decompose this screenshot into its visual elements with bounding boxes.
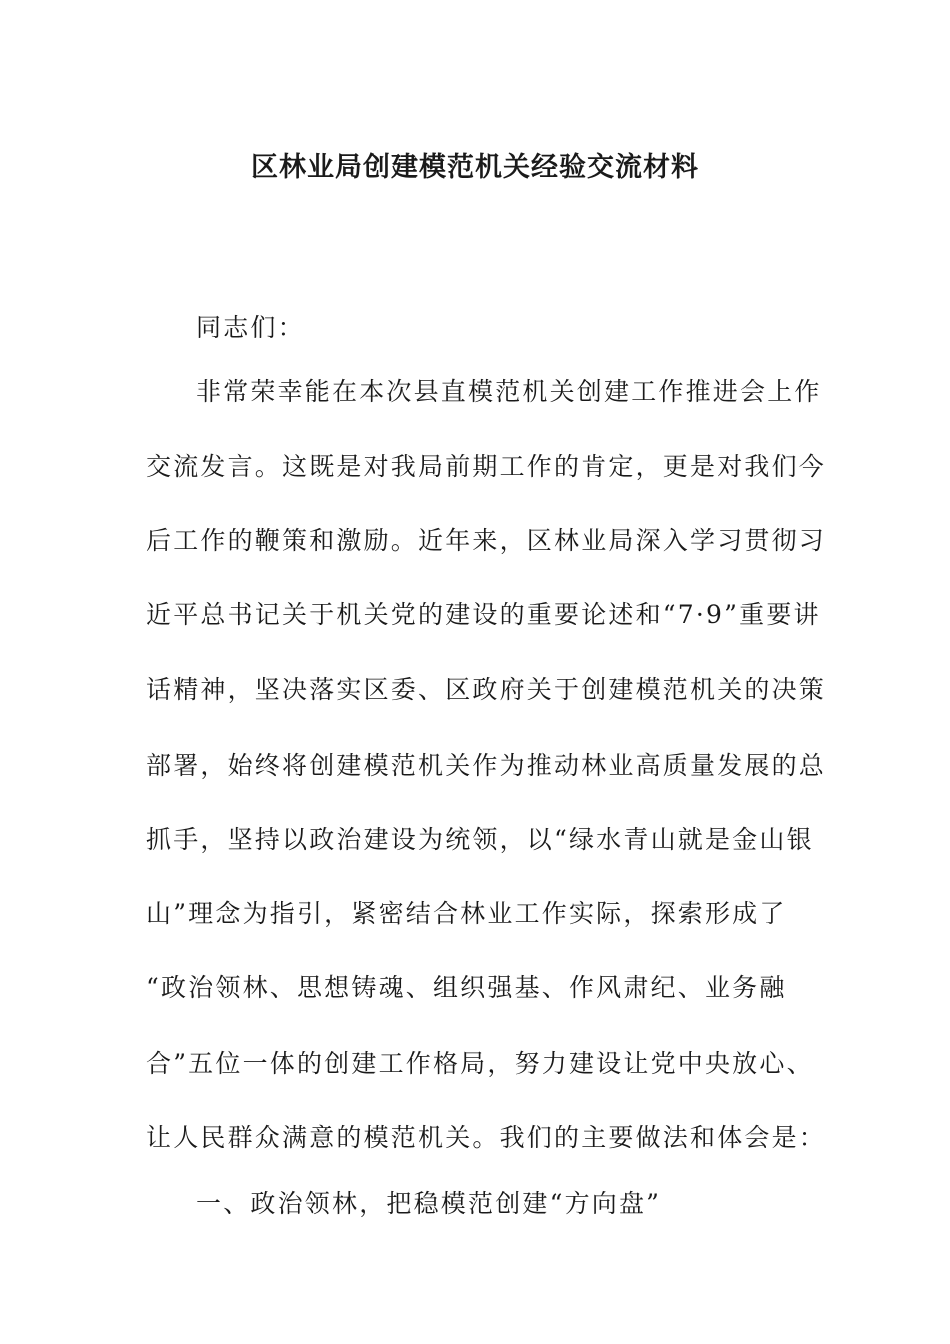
paragraph-line: “政治领林、思想铸魂、组织强基、作风肃纪、业务融: [146, 973, 787, 1002]
paragraph-line: 合”五位一体的创建工作格局，努力建设让党中央放心、: [146, 1049, 814, 1078]
paragraph-line: 近平总书记关于机关党的建设的重要论述和“7·9”重要讲: [146, 600, 821, 629]
paragraph-line: 后工作的鞭策和激励。近年来，区林业局深入学习贯彻习: [146, 526, 827, 555]
paragraph-line: 部署，始终将创建模范机关作为推动林业高质量发展的总: [146, 751, 827, 780]
salutation: 同志们：: [196, 313, 305, 342]
paragraph-line: 交流发言。这既是对我局前期工作的肯定，更是对我们今: [146, 452, 827, 481]
paragraph-line: 话精神，坚决落实区委、区政府关于创建模范机关的决策: [146, 675, 827, 704]
paragraph-line: 非常荣幸能在本次县直模范机关创建工作推进会上作: [196, 377, 822, 406]
paragraph-line: 山”理念为指引，紧密结合林业工作实际，探索形成了: [146, 899, 787, 928]
document-title: 区林业局创建模范机关经验交流材料: [251, 152, 699, 183]
paragraph-line: 抓手，坚持以政治建设为统领，以“绿水青山就是金山银: [146, 825, 814, 854]
paragraph-line: 让人民群众满意的模范机关。我们的主要做法和体会是：: [146, 1123, 827, 1152]
section-heading: 一、政治领林，把稳模范创建“方向盘”: [196, 1189, 662, 1218]
